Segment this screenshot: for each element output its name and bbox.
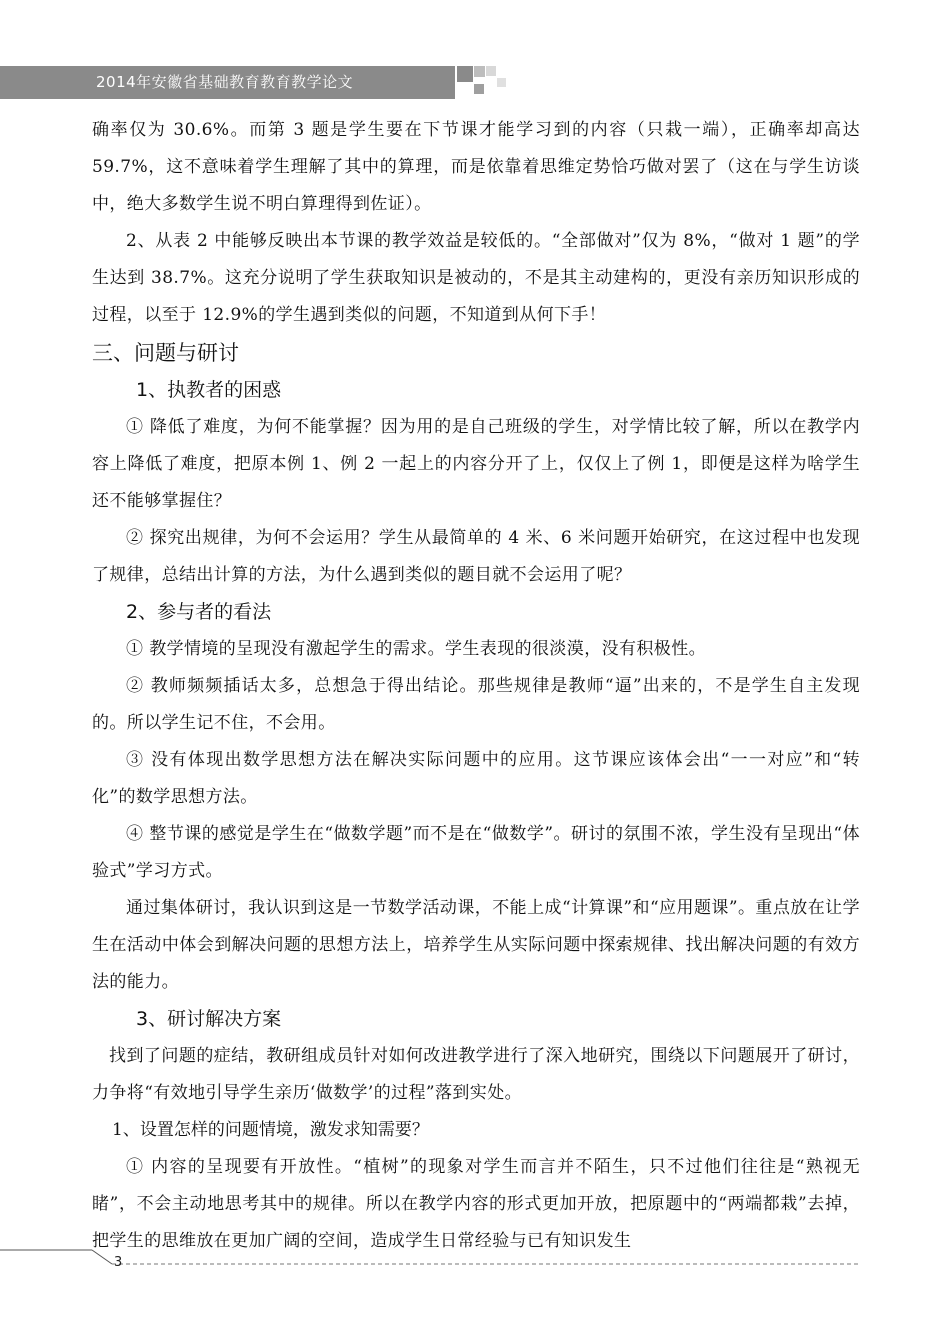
paragraph: ② 教师频频插话太多，总想急于得出结论。那些规律是教师“逼”出来的，不是学生自主发现的。所以学生记不住，不会用。 bbox=[92, 676, 860, 733]
paragraph: ① 内容的呈现要有开放性。“植树”的现象对学生而言并不陌生，只不过他们往往是“熟视无睹”，不会主动地思考其中的规律。所以在教学内容的形式更加开放，把原题中的“两端都栽”去掉，把学生的思维放在更加广阔的空间，造成学生日常经验与已有知识发生 bbox=[92, 1157, 860, 1251]
header-decor-square bbox=[497, 78, 506, 87]
paragraph: ① 降低了难度，为何不能掌握？因为用的是自己班级的学生，对学情比较了解，所以在教学内容上降低了难度，把原本例 1、例 2 一起上的内容分开了上，仅仅上了例 1，即便是这样为啥学生还不能够掌握住？ bbox=[92, 417, 860, 511]
subsection-heading: 1、执教者的困惑 bbox=[136, 379, 282, 401]
paragraph: 找到了问题的症结，教研组成员针对如何改进教学进行了深入地研究，围绕以下问题展开了研讨，力争将“有效地引导学生亲历‘做数学’的过程”落到实处。 bbox=[92, 1046, 860, 1103]
subsection-heading: 3、研讨解决方案 bbox=[136, 1008, 282, 1030]
paragraph: ③ 没有体现出数学思想方法在解决实际问题中的应用。这节课应该体会出“一一对应”和“转化”的数学思想方法。 bbox=[92, 750, 860, 807]
paragraph: ④ 整节课的感觉是学生在“做数学题”而不是在“做数学”。研讨的氛围不浓，学生没有呈现出“体验式”学习方式。 bbox=[92, 824, 860, 881]
question-heading: 1、设置怎样的问题情境，激发求知需要？ bbox=[112, 1120, 429, 1140]
header-decor-square bbox=[474, 84, 484, 94]
paragraph: ② 探究出规律，为何不会运用？学生从最简单的 4 米、6 米问题开始研究，在这过程中也发现了规律，总结出计算的方法，为什么遇到类似的题目就不会运用了呢？ bbox=[92, 528, 860, 585]
paragraph: ① 教学情境的呈现没有激起学生的需求。学生表现的很淡漠，没有积极性。 bbox=[126, 639, 707, 659]
page-body bbox=[92, 112, 860, 1260]
subsection-heading: 2、参与者的看法 bbox=[126, 601, 272, 623]
paragraph: 通过集体研讨，我认识到这是一节数学活动课，不能上成“计算课”和“应用题课”。重点放在让学生在活动中体会到解决问题的思想方法上，培养学生从实际问题中探索规律、找出解决问题的有效方法的能力。 bbox=[92, 898, 860, 992]
paragraph: 2、从表 2 中能够反映出本节课的教学效益是较低的。“全部做对”仅为 8%，“做对 1 题”的学生达到 38.7%。这充分说明了学生获取知识是被动的，不是其主动建构的，更没有亲历知识形成的过程，以至于 12.9%的学生遇到类似的问题，不知道到从何下手！ bbox=[92, 231, 860, 325]
header-decor-square bbox=[474, 66, 485, 77]
header-decor-square bbox=[457, 66, 473, 82]
page-number: 3 bbox=[114, 1255, 123, 1270]
section-heading: 三、问题与研讨 bbox=[92, 341, 239, 365]
header-title: 2014年安徽省基础教育教育教学论文 bbox=[96, 73, 354, 91]
footer-rule bbox=[0, 1248, 860, 1272]
paragraph: 确率仅为 30.6%。而第 3 题是学生要在下节课才能学习到的内容（只栽一端），正确率却高达 59.7%，这不意味着学生理解了其中的算理，而是依靠着思维定势恰巧做对罢了（这在与学生访谈中，绝大多数学生说不明白算理得到佐证）。 bbox=[92, 120, 860, 214]
header-decor-square bbox=[486, 66, 496, 76]
